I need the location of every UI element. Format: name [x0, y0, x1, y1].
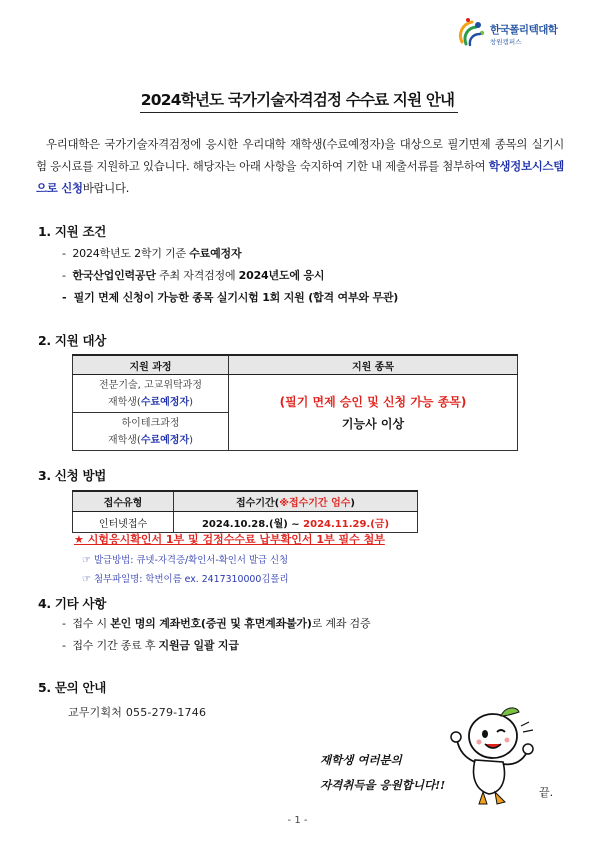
dash: -: [62, 269, 66, 282]
cheer-line-1: 재학생 여러분의: [320, 753, 402, 767]
period-start: 2024.10.28.(월): [201, 518, 288, 530]
file-name-note: [82, 571, 289, 585]
header-field: 지원 종목: [229, 355, 518, 375]
table-header-row: [73, 355, 518, 375]
contact-info: 교무기획처 055-279-1746: [68, 706, 207, 719]
campus-name: 창원캠퍼스: [490, 38, 522, 46]
note-label: 발급방법:: [93, 555, 134, 566]
course-cell-1: [73, 375, 229, 413]
table-row: [73, 375, 518, 413]
period-end: 2024.11.29.(금): [303, 518, 390, 530]
note-label: 첨부파일명:: [93, 574, 143, 585]
intro-text: 우리대학은 국가기술자격검정에 응시한 우리대학 재학생(수료예정자)을 대상으로 필기면제 종목의 실기시험 응시료를 지원하고 있습니다. 해당자는 아래 사항을 숙지하여 기한 내 제출서류를 첨부하여: [36, 137, 564, 173]
page-title: 2024학년도 국가기술자격검정 수수료 지원 안내: [140, 91, 455, 109]
course-name: 전문기술, 고교위탁과정: [99, 379, 202, 391]
intro-text-end: 바랍니다.: [82, 181, 130, 195]
type-cell: 인터넷접수: [73, 512, 174, 533]
section-5-title: 5. 문의 안내: [38, 680, 107, 695]
pointing-hand-icon: ☞: [82, 574, 91, 585]
college-logo: [454, 14, 574, 54]
course-status: 수료예정자: [140, 396, 190, 408]
section-1-title: 1. 지원 조건: [38, 224, 107, 239]
table-row: [73, 512, 418, 533]
intro-paragraph: [36, 133, 564, 199]
required-documents-warning: ★ 시험응시확인서 1부 및 검정수수료 납부확인서 1부 필수 첨부: [74, 533, 385, 546]
period-cell: [174, 512, 418, 533]
item-bold-text: 본인 명의 계좌번호: [110, 617, 201, 630]
note-text: 학번이름 ex. 2417310000김폴리: [142, 574, 289, 585]
paren: ): [189, 396, 194, 408]
section-1-item-2: [62, 267, 324, 283]
period-label: 접수기간(: [236, 498, 280, 509]
item-bold-text: 지원금 일괄 지급: [158, 639, 239, 652]
section-3-title: 3. 신청 방법: [38, 468, 107, 483]
intro-highlight: 학생정보시스템으로 신청: [36, 159, 564, 195]
item-text: 로 계좌 검증: [311, 617, 371, 630]
header-type: 접수유형: [73, 491, 174, 512]
header-period: [174, 491, 418, 512]
field-condition: (필기 면제 승인 및 신청 가능 종목): [279, 395, 467, 409]
cheer-line-2: 자격취득을 응원합니다!!: [320, 778, 446, 792]
dash: -: [62, 247, 66, 260]
mascot-character-icon: [445, 700, 537, 806]
section-4-item-2: [62, 637, 239, 653]
item-text: 접수 시: [72, 617, 111, 630]
application-table: [72, 490, 418, 533]
title-underline: [140, 112, 458, 113]
section-1-item-3: [62, 289, 398, 305]
note-text: 큐넷-자격증/확인서-확인서 발급 신청: [133, 555, 289, 566]
college-name: 한국폴리텍대학: [490, 24, 558, 36]
pointing-hand-icon: ☞: [82, 555, 91, 566]
page-number: - 1 -: [287, 815, 308, 826]
course-status: 수료예정자: [140, 434, 190, 446]
field-cell: [229, 375, 518, 451]
item-text: 접수 기간 종료 후: [72, 639, 159, 652]
field-level: 기능사 이상: [341, 417, 405, 431]
dash: -: [62, 291, 67, 304]
paren: ): [189, 434, 194, 446]
dash: -: [62, 617, 66, 630]
course-student: 재학생(: [107, 434, 141, 446]
item-bold-text: 2024년도에 응시: [238, 269, 325, 282]
item-text: 필기 면제 신청이 가능한 종목 실기시험 1회 지원 (합격 여부와 무관): [73, 291, 399, 304]
course-cell-2: [73, 413, 229, 451]
item-bold-text: 수료예정자: [189, 247, 242, 260]
college-logo-mark-icon: [454, 16, 488, 48]
table-header-row: [73, 491, 418, 512]
paren: ): [350, 498, 355, 509]
support-target-table: [72, 354, 518, 451]
section-4-title: 4. 기타 사항: [38, 596, 107, 611]
header-course: 지원 과정: [73, 355, 229, 375]
course-student: 재학생(: [107, 396, 141, 408]
period-warning: ※접수기간 엄수: [279, 498, 351, 509]
item-bold-text: (증권 및 휴면계좌불가): [200, 617, 312, 630]
section-2-title: 2. 지원 대상: [38, 333, 107, 348]
item-text: 주최 자격검정에: [155, 269, 239, 282]
issue-method-note: [82, 552, 288, 566]
section-1-item-1: [62, 245, 241, 261]
course-name: 하이테크과정: [121, 417, 180, 429]
period-separator: ~: [287, 518, 304, 530]
end-mark: 끝.: [539, 786, 554, 799]
item-text: 2024학년도 2학기 기준: [72, 247, 190, 260]
dash: -: [62, 639, 66, 652]
item-bold-text: 한국산업인력공단: [72, 269, 156, 282]
section-4-item-1: [62, 615, 370, 631]
